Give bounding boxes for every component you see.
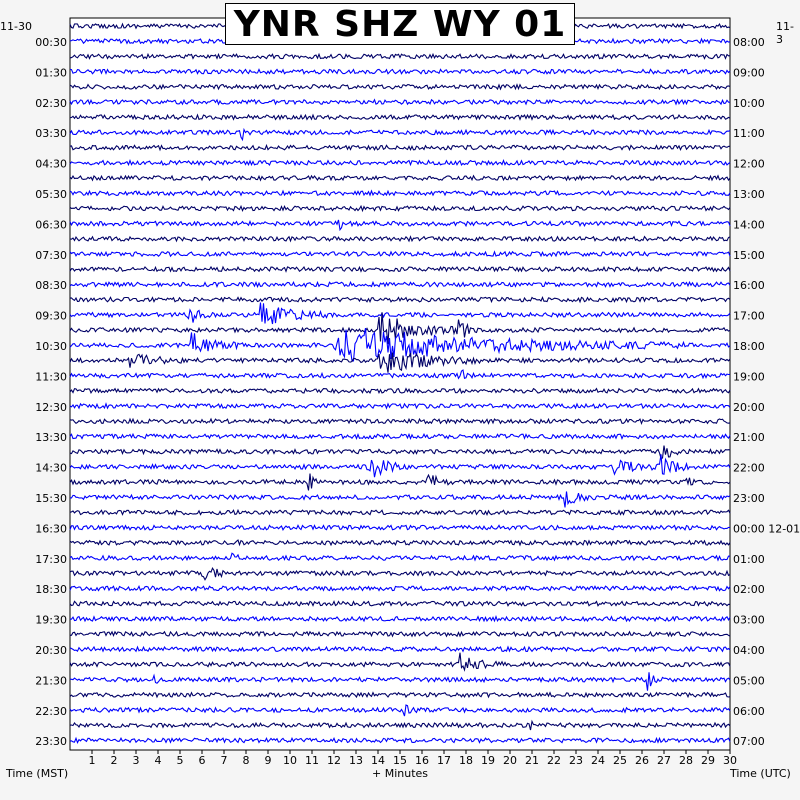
x-tick-label: 9 [264, 754, 272, 767]
right-tick-label: 22:00 [733, 461, 765, 475]
right-tick-label: 12:00 [733, 157, 765, 171]
x-axis-title: + Minutes [372, 767, 429, 780]
left-tick-label: 23:30 [35, 735, 67, 749]
right-tick-label: 20:00 [733, 400, 765, 414]
x-axis [89, 750, 738, 767]
left-tick-label: 07:30 [35, 248, 67, 262]
x-tick-label: 23 [569, 754, 583, 767]
left-tick-label: 09:30 [35, 309, 67, 323]
right-tick-label: 07:00 [733, 735, 765, 749]
left-tick-label: 19:30 [35, 613, 67, 627]
right-tick-label: 03:00 [733, 613, 765, 627]
left-tick-label: 08:30 [35, 279, 67, 293]
x-tick-label: 2 [110, 754, 118, 767]
x-tick-label: 1 [88, 754, 96, 767]
right-tick-label: 14:00 [733, 218, 765, 232]
chart-title: YNR SHZ WY 01 [233, 3, 567, 45]
x-tick-label: 16 [415, 754, 429, 767]
right-tick-label: 15:00 [733, 248, 765, 262]
right-tick-label: 13:00 [733, 188, 765, 201]
right-tick-label: 18:00 [733, 340, 765, 353]
x-tick-label: 7 [220, 754, 228, 767]
left-tick-label: 06:30 [35, 218, 67, 232]
right-axis-title: Time (UTC) [730, 767, 791, 780]
x-tick-label: 6 [198, 754, 206, 767]
x-tick-label: 22 [547, 754, 561, 767]
right-time-axis [733, 36, 800, 748]
right-tick-label: 01:00 [733, 552, 765, 566]
plot-area [70, 18, 730, 750]
x-tick-label: 14 [371, 754, 385, 767]
x-tick-label: 21 [525, 754, 539, 767]
left-tick-label: 03:30 [35, 127, 67, 141]
right-tick-label: 05:00 [733, 674, 765, 688]
x-tick-label: 24 [591, 754, 605, 767]
right-tick-label: 00:00 12-01 [733, 522, 800, 536]
left-time-axis [35, 36, 67, 748]
right-tick-label: 21:00 [733, 431, 765, 445]
x-tick-label: 3 [132, 754, 140, 767]
x-tick-label: 29 [701, 754, 715, 767]
left-tick-label: 22:30 [35, 704, 67, 718]
left-date-label: 11-30 [0, 20, 32, 33]
x-tick-label: 27 [657, 754, 671, 767]
left-tick-label: 10:30 [35, 340, 67, 353]
right-tick-label: 23:00 [733, 492, 765, 505]
left-tick-label: 16:30 [35, 522, 67, 536]
right-tick-label: 06:00 [733, 704, 765, 718]
right-tick-label: 09:00 [733, 66, 765, 80]
x-tick-label: 20 [503, 754, 517, 767]
right-tick-label: 16:00 [733, 279, 765, 293]
left-axis-title: Time (MST) [6, 767, 69, 780]
left-tick-label: 12:30 [35, 400, 67, 414]
left-tick-label: 17:30 [35, 552, 67, 566]
left-tick-label: 00:30 [35, 36, 67, 49]
x-tick-label: 28 [679, 754, 693, 767]
right-tick-label: 19:00 [733, 370, 765, 384]
left-tick-label: 01:30 [35, 66, 67, 80]
left-tick-label: 13:30 [35, 431, 67, 445]
left-tick-label: 14:30 [35, 461, 67, 475]
right-tick-label: 11:00 [733, 127, 765, 141]
right-date-label: 11-3 [776, 20, 794, 46]
left-tick-label: 02:30 [35, 96, 67, 110]
x-tick-label: 5 [176, 754, 184, 767]
right-tick-label: 17:00 [733, 309, 765, 323]
x-tick-label: 15 [393, 754, 407, 767]
x-tick-label: 25 [613, 754, 627, 767]
left-tick-label: 15:30 [35, 492, 67, 505]
x-tick-label: 30 [723, 754, 737, 767]
x-tick-label: 10 [283, 754, 297, 767]
x-tick-label: 17 [437, 754, 451, 767]
right-tick-label: 04:00 [733, 644, 765, 657]
x-tick-label: 26 [635, 754, 649, 767]
x-tick-label: 18 [459, 754, 473, 767]
x-tick-label: 4 [154, 754, 162, 767]
left-tick-label: 21:30 [35, 674, 67, 688]
right-tick-label: 08:00 [733, 36, 765, 49]
left-tick-label: 05:30 [35, 188, 67, 201]
right-tick-label: 10:00 [733, 96, 765, 110]
x-tick-label: 11 [305, 754, 319, 767]
chart-title-box [225, 3, 575, 45]
x-tick-label: 8 [242, 754, 250, 767]
left-tick-label: 18:30 [35, 583, 67, 597]
left-tick-label: 20:30 [35, 644, 67, 657]
left-tick-label: 11:30 [35, 370, 67, 384]
x-tick-label: 12 [327, 754, 341, 767]
left-tick-label: 04:30 [35, 157, 67, 171]
right-tick-label: 02:00 [733, 583, 765, 597]
x-tick-label: 13 [349, 754, 363, 767]
x-tick-label: 19 [481, 754, 495, 767]
